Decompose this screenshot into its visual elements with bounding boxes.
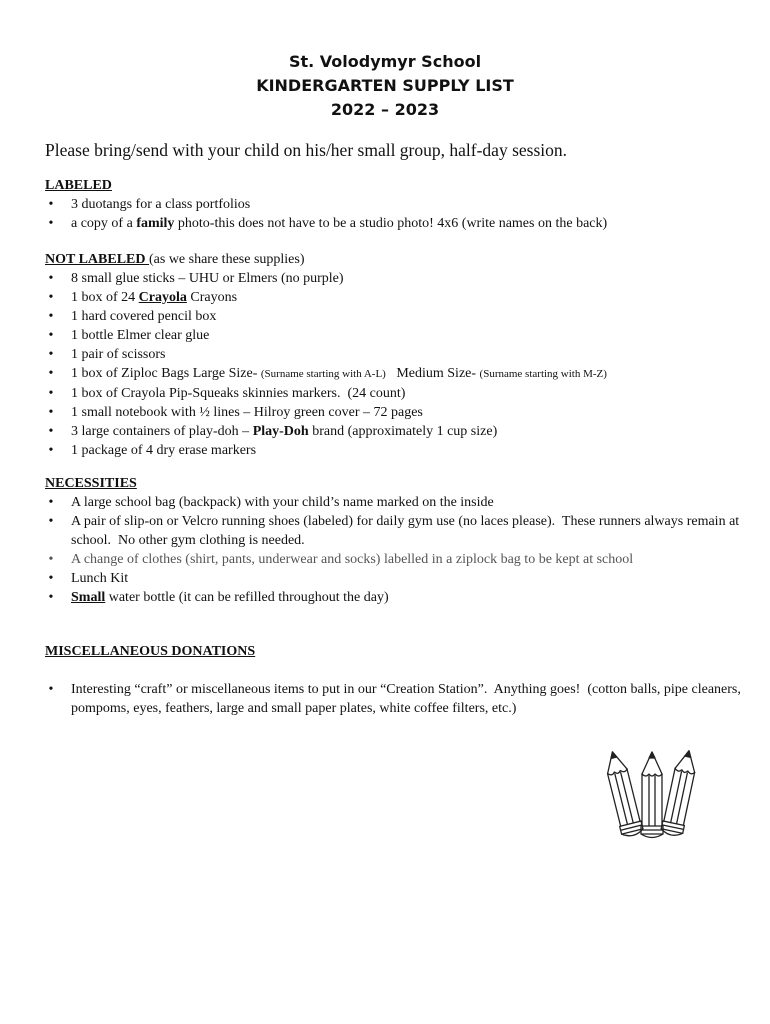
labeled-section — [45, 176, 745, 233]
donations-list — [45, 680, 745, 718]
donations-section — [45, 642, 745, 718]
labeled-list — [45, 195, 745, 233]
necessities-list — [45, 493, 745, 607]
list-item: • 3 duotangs for a class portfolios — [45, 195, 745, 214]
labeled-title: LABELED — [45, 178, 112, 193]
not-labeled-title: NOT LABELED — [45, 252, 149, 267]
document-header — [0, 50, 770, 122]
not-labeled-heading — [45, 250, 745, 269]
list-item: • A change of clothes (shirt, pants, underwear and socks) labelled in a ziplock bag to be kept at school — [48, 552, 634, 567]
bullet: • — [48, 216, 54, 231]
not-labeled-note: (as we share these supplies) — [149, 252, 305, 267]
list-item: • Lunch Kit — [48, 571, 129, 586]
necessities-section — [45, 474, 745, 607]
list-item: • 1 bottle Elmer clear glue — [48, 328, 210, 343]
list-item: • 1 box of Crayola Pip-Squeaks skinnies markers. (24 count) — [48, 386, 406, 401]
not-labeled-section — [45, 250, 745, 460]
list-item: • Interesting “craft” or miscellaneous items to put in our “Creation Station”. Anything goes! (cotton balls, pipe cleaners, pompoms, eyes, feathers, large and small paper plates, white coffee filters, etc.) — [48, 682, 745, 716]
school-name: St. Volodymyr School — [288, 52, 482, 71]
list-item: • 1 box of 24 Crayola Crayons — [48, 290, 238, 305]
not-labeled-list — [45, 269, 745, 460]
list-item: • Small water bottle (it can be refilled throughout the day) — [48, 590, 389, 605]
pencils-icon — [604, 748, 700, 842]
bullet: • — [48, 197, 54, 212]
school-year: 2022 – 2023 — [330, 100, 440, 119]
list-item: • 1 hard covered pencil box — [48, 309, 217, 324]
list-item: • A pair of slip-on or Velcro running shoes (labeled) for daily gym use (no laces please). These runners always remain at school. No other gym clothing is needed. — [48, 514, 743, 548]
list-item: • 1 small notebook with ½ lines – Hilroy green cover – 72 pages — [48, 405, 423, 420]
list-item: • 3 large containers of play-doh – Play-Doh brand (approximately 1 cup size) — [48, 424, 498, 439]
list-item: • 1 box of Ziploc Bags Large Size- (Surname starting with A-L) Medium Size- (Surname starting with M-Z) — [48, 366, 607, 381]
list-item: • 1 package of 4 dry erase markers — [48, 443, 257, 458]
list-item: • 8 small glue sticks – UHU or Elmers (no purple) — [48, 271, 344, 286]
intro-text: Please bring/send with your child on his/her small group, half-day session. — [45, 140, 568, 160]
list-title: KINDERGARTEN SUPPLY LIST — [256, 76, 514, 95]
necessities-title: NECESSITIES — [45, 476, 137, 491]
list-item: • a copy of a family photo-this does not have to be a studio photo! 4x6 (write names on the back) — [45, 214, 745, 233]
list-item: • 1 pair of scissors — [48, 347, 166, 362]
list-item: • A large school bag (backpack) with your child’s name marked on the inside — [48, 495, 494, 510]
donations-title: MISCELLANEOUS DONATIONS — [45, 644, 256, 659]
